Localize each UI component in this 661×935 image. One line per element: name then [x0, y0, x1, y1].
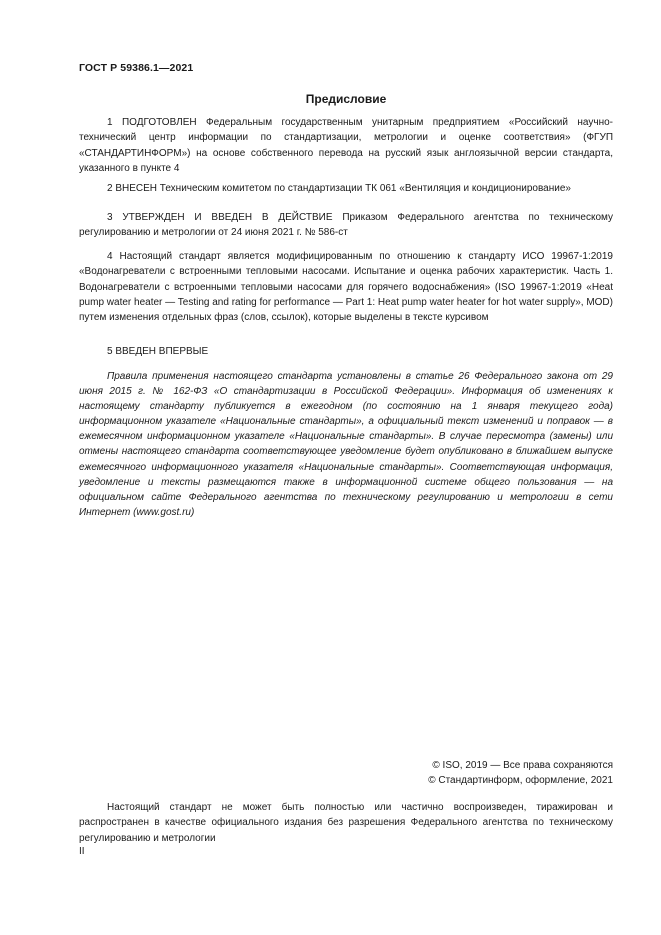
- foreword-item-5: 5 ВВЕДЕН ВПЕРВЫЕ: [107, 346, 209, 357]
- standard-code: ГОСТ Р 59386.1—2021: [79, 62, 194, 74]
- foreword-item-3: 3 УТВЕРЖДЕН И ВВЕДЕН В ДЕЙСТВИЕ Приказом Федерального агентства по техническому регулированию и метрологии от 24 июня 2021 г. № 586-ст: [79, 212, 613, 239]
- foreword-item-1: 1 ПОДГОТОВЛЕН Федеральным государственным унитарным предприятием «Российский научно-технический центр информации по стандартизации, метрологии и оценке соответствия» (ФГУП «СТАНДАРТИНФОРМ») на основе собственного перевода на русский язык англоязычной версии стандарта, указанного в пункте 4: [79, 117, 613, 174]
- section-title-foreword: Предисловие: [305, 92, 387, 106]
- foreword-item-2: 2 ВНЕСЕН Техническим комитетом по стандартизации ТК 061 «Вентиляция и кондиционирование»: [107, 183, 571, 194]
- application-rules-notice: Правила применения настоящего стандарта установлены в статье 26 Федерального закона от 29 июня 2015 г. № 162-ФЗ «О стандартизации в Российской Федерации». Информация об изменениях к настоящему стандарту публикуется в ежегодном (по состоянию на 1 января текущего года) информационном указателе «Национальные стандарты», а официальный текст изменений и поправок — в ежемесячном информационном указателе «Национальные стандарты». В случае пересмотра (замены) или отмены настоящего стандарта соответствующее уведомление будет опубликовано в ближайшем выпуске ежемесячного информационного указателя «Национальные стандарты». Соответствующая информация, уведомление и тексты размещаются также в информационной системе общего пользования — на официальном сайте Федерального агентства по техническому регулированию и метрологии в сети Интернет (www.gost.ru): [79, 371, 613, 518]
- reproduction-notice: Настоящий стандарт не может быть полностью или частично воспроизведен, тиражирован и распространен в качестве официального издания без разрешения Федерального агентства по техническому регулированию и метрологии: [79, 802, 613, 844]
- page-number: II: [79, 846, 85, 857]
- foreword-item-4: 4 Настоящий стандарт является модифицированным по отношению к стандарту ИСО 19967-1:2019 «Водонагреватели с встроенными тепловыми насосами. Испытание и оценка рабочих характеристик. Часть 1. Водонагреватели с встроенными тепловыми насосами для горячего водоснабжения» (ISO 19967-1:2019 «Heat pump water heater — Testing and rating for performance — Part 1: Heat pump water heater for hot water supply», MOD) путем изменения отдельных фраз (слов, ссылок), которые выделены в тексте курсивом: [79, 251, 613, 324]
- copyright-iso: © ISO, 2019 — Все права сохраняются: [432, 760, 613, 771]
- copyright-standartinform: © Стандартинформ, оформление, 2021: [428, 775, 613, 786]
